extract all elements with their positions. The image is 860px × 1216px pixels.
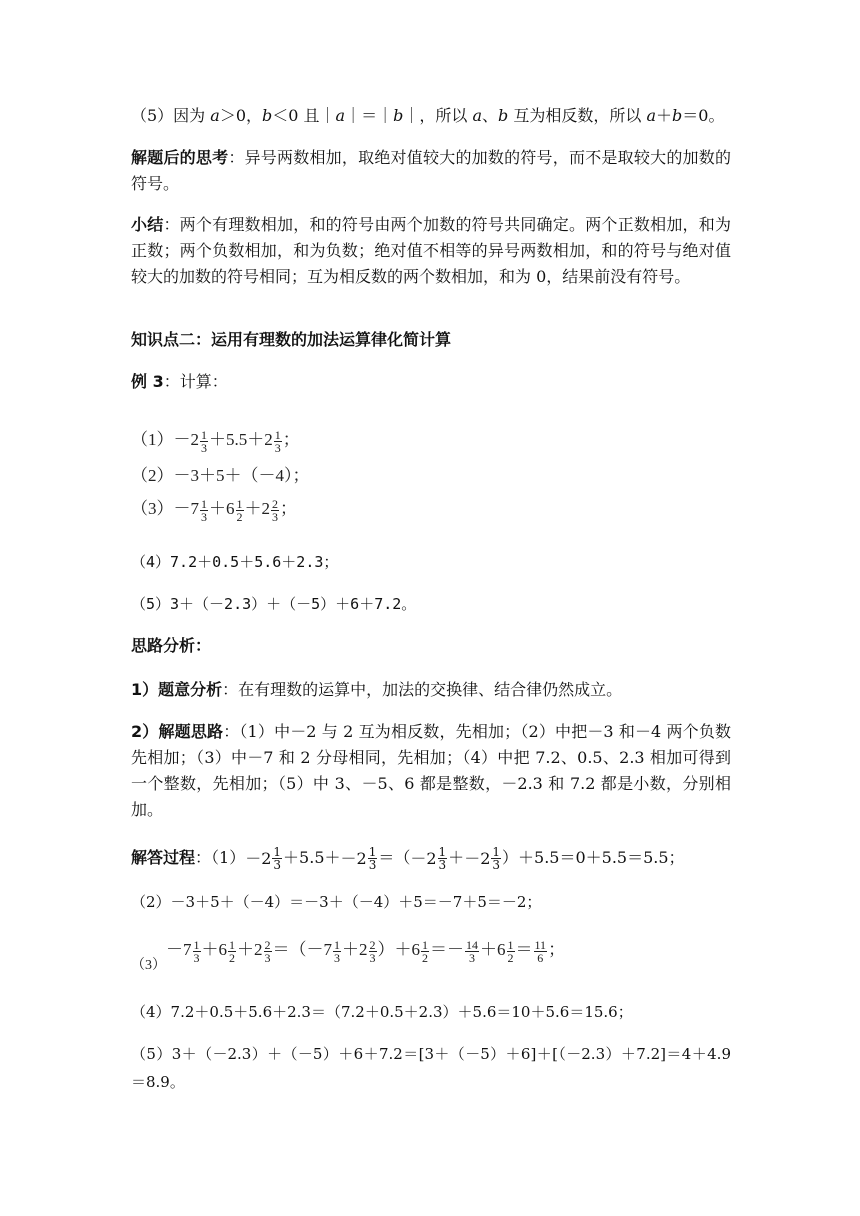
analysis-heading: 思路分析： — [131, 636, 212, 655]
text: ＋6 — [480, 940, 506, 959]
text: －2 — [410, 848, 437, 868]
problem-number: （3） — [131, 499, 174, 518]
numerator: 1 — [193, 937, 200, 952]
fraction — [200, 429, 208, 454]
denominator: 3 — [334, 950, 340, 965]
section-heading: 知识点二：运用有理数的加法运算律化简计算 — [131, 330, 452, 349]
summary-paragraph — [131, 212, 731, 290]
numerator: 1 — [236, 496, 243, 511]
numerator: 1 — [201, 427, 207, 442]
var-a: a — [472, 106, 482, 125]
denominator: 2 — [236, 509, 243, 524]
text: －2 — [464, 848, 491, 868]
text: ＝（ — [378, 848, 411, 867]
text: ： — [195, 848, 212, 867]
var-b: b — [262, 106, 273, 125]
text: ； — [282, 430, 300, 449]
text: （1） — [211, 848, 246, 867]
text: ＋6 — [201, 940, 227, 959]
denominator: 3 — [469, 950, 475, 965]
solution-step-4: （4）7.2＋0.5＋5.6＋2.3＝（7.2＋0.5＋2.3）＋5.6＝10＋5.6＝15.6； — [131, 1003, 633, 1021]
summary-label: 小结 — [131, 215, 164, 234]
analysis-point-1 — [131, 678, 622, 702]
solution-label: 解答过程 — [131, 848, 196, 867]
text: ＝－ — [430, 940, 464, 959]
text: ｜＝｜ — [345, 106, 394, 125]
reflection-paragraph — [131, 145, 731, 197]
fraction — [507, 939, 515, 964]
problem-3 — [131, 494, 297, 523]
analysis-point-2 — [131, 719, 731, 823]
solution-step-2: （2）－3＋5＋（－4）＝－3＋（－4）＋5＝－7＋5＝－2； — [131, 893, 542, 911]
denominator: 2 — [422, 950, 428, 965]
text: －2 — [340, 848, 367, 868]
analysis-text: ：在有理数的运算中，加法的交换律、结合律仍然成立。 — [222, 680, 623, 699]
example-label: 例 3 — [131, 372, 164, 391]
fraction — [271, 498, 279, 523]
numerator: 1 — [274, 427, 281, 442]
text: 互为相反数，所以 — [508, 106, 647, 125]
denominator: 3 — [274, 440, 281, 455]
numerator: 1 — [507, 937, 514, 952]
numerator: 1 — [229, 937, 235, 952]
numerator: 1 — [422, 937, 428, 952]
fraction — [193, 939, 201, 964]
denominator: 2 — [507, 950, 514, 965]
denominator: 3 — [368, 858, 377, 872]
denominator: 6 — [537, 950, 544, 965]
fraction — [465, 939, 479, 964]
fraction — [200, 498, 208, 523]
text: ＝0。 — [682, 106, 725, 125]
var-b: b — [672, 106, 683, 125]
text: －7 — [173, 499, 199, 518]
solution-step-5: （5）3＋（－2.3）＋（－5）＋6＋7.2＝[3＋（－5）＋6]＋[（－2.3）＋7.2]＝4＋4.9＝8.9。 — [131, 1045, 731, 1091]
text: 、 — [482, 106, 499, 125]
solution-step-1 — [131, 840, 685, 877]
denominator: 3 — [201, 509, 207, 524]
var-b: b — [393, 106, 404, 125]
text: ＋2 — [237, 940, 263, 959]
numerator: 11 — [534, 937, 547, 952]
text: －2 — [245, 848, 272, 868]
problem-number: （3） — [131, 958, 166, 973]
analysis-label: 2）解题思路 — [131, 722, 224, 741]
numerator: 1 — [273, 845, 282, 859]
numerator: 2 — [272, 496, 278, 511]
fraction — [272, 846, 282, 871]
fraction — [421, 939, 429, 964]
problem-4: （4）7.2＋0.5＋5.6＋2.3； — [131, 553, 339, 571]
text: （5）因为 — [131, 106, 211, 125]
reflection-text: ：异号两数相加，取绝对值较大的加数的符号，而不是取较大的加数的符号。 — [131, 148, 731, 193]
problem-2: （2）－3＋5＋（－4）； — [131, 466, 310, 485]
text: ＋5.5＋2 — [209, 430, 273, 449]
numerator: 2 — [264, 937, 271, 952]
problem-5: （5）3＋（－2.3）＋（－5）＋6＋7.2。 — [131, 595, 417, 613]
analysis-text: ：（1）中－2 与 2 互为相反数，先相加；（2）中把－3 和－4 两个负数先相加；（3）中－7 和 2 分母相同，先相加；（4）中把 7.2、0.5、2.3 相加可得到一个整数，先相加；（5）中 3、－5、6 都是整数，－2.3 和 7.2 都是小数，分别相加。 — [131, 722, 731, 819]
numerator: 1 — [201, 496, 207, 511]
text: ； — [280, 499, 297, 518]
denominator: 3 — [369, 950, 376, 965]
fraction — [236, 498, 244, 523]
example-text: ：计算： — [163, 372, 228, 391]
text: ＋ — [656, 106, 673, 125]
var-a: a — [335, 106, 346, 125]
fraction — [491, 846, 501, 871]
denominator: 3 — [492, 858, 501, 872]
text: ＋6 — [209, 499, 235, 518]
text: ＝（－7 — [272, 940, 332, 959]
analysis-label: 1）题意分析 — [131, 680, 223, 699]
problem-1 — [131, 425, 300, 454]
text: ＋ — [448, 848, 465, 867]
text: ＜0 且｜ — [272, 106, 336, 125]
var-a: a — [646, 106, 656, 125]
denominator: 3 — [273, 858, 282, 872]
text: ＋5.5＋ — [283, 848, 341, 867]
numerator: 1 — [334, 937, 340, 952]
text: ＝ — [515, 940, 533, 959]
denominator: 3 — [272, 509, 278, 524]
reflection-label: 解题后的思考 — [131, 148, 229, 167]
text: －7 — [166, 940, 192, 959]
numerator: 1 — [368, 845, 377, 859]
numerator: 1 — [438, 845, 447, 859]
problem-number: （1） — [131, 430, 174, 449]
denominator: 3 — [201, 440, 207, 455]
denominator: 2 — [229, 950, 235, 965]
numerator: 1 — [492, 845, 501, 859]
fraction — [534, 939, 548, 964]
text: ）＋5.5＝0＋5.5＝5.5； — [502, 848, 685, 867]
denominator: 3 — [264, 950, 271, 965]
fraction — [438, 846, 448, 871]
text: ＞0， — [219, 106, 263, 125]
var-a: a — [210, 106, 220, 125]
text: ）＋6 — [377, 940, 420, 959]
summary-text: ：两个有理数相加，和的符号由两个加数的符号共同确定。两个正数相加，和为正数；两个负数相加，和为负数；绝对值不相等的异号两数相加，和的符号与绝对值较大的加数的符号相同；互为相反数的两个数相加，和为 0，结果前没有符号。 — [131, 215, 731, 286]
fraction — [228, 939, 236, 964]
denominator: 3 — [438, 858, 447, 872]
text: ｜，所以 — [403, 106, 473, 125]
text: ＋2 — [342, 940, 368, 959]
fraction — [368, 846, 378, 871]
fraction — [369, 939, 377, 964]
fraction — [264, 939, 272, 964]
solution-step-3 — [131, 935, 565, 974]
part5-conclusion — [131, 104, 724, 128]
example-heading — [131, 370, 228, 394]
denominator: 3 — [193, 950, 200, 965]
fraction — [274, 429, 282, 454]
text: ； — [548, 940, 566, 959]
text: －2 — [173, 430, 199, 449]
text: ＋2 — [244, 499, 270, 518]
numerator: 14 — [466, 937, 478, 952]
fraction — [333, 939, 341, 964]
var-b: b — [498, 106, 509, 125]
numerator: 2 — [369, 937, 376, 952]
